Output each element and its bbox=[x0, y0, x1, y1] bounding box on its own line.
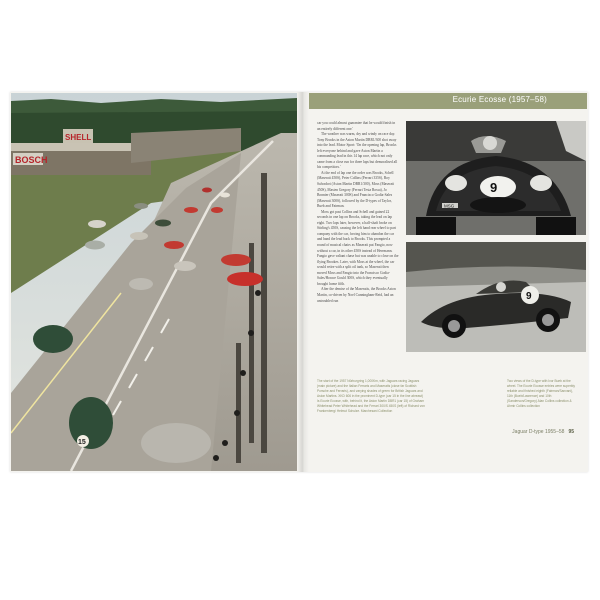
page-footer bbox=[512, 429, 574, 435]
body-paragraph: After the demise of the Maseratis, the Brooks Aston Martin, co-driven by Noel Cunningham-Reid, had an untroubled run bbox=[317, 287, 396, 303]
body-paragraph: car you could almost guarantee that he would finish in an entirely different one.' bbox=[317, 121, 396, 131]
dtype-side-photo bbox=[406, 242, 586, 352]
body-text-column bbox=[317, 121, 399, 304]
shell-sign-text: SHELL bbox=[65, 133, 92, 142]
body-paragraph: The weather was warm, dry and windy on race day. Tony Brooks in the Aston Martin DBR1/300 shot away into the lead. Motor Sport: 'On the opening lap, Brooks left everyone behind and gave Aston Martin a commanding lead in this 14 lap race, which not only came from a close run for three laps but demoralised all his competitors.' bbox=[317, 132, 398, 170]
page-number: 95 bbox=[568, 429, 574, 435]
bosch-sign-text: BOSCH bbox=[15, 155, 48, 165]
licence-plate: MSG bbox=[444, 203, 455, 209]
car-number-9: 9 bbox=[490, 180, 498, 195]
chapter-header-band bbox=[309, 93, 587, 109]
car-number-15: 15 bbox=[78, 439, 86, 446]
body-paragraph: Moss got past Collins and Schell and gained 22 seconds in one lap on Brooks, taking the lead on lap eight. Two laps later, however, a half-shaft broke on Stirling's 450S, causing the left hand rear wheel to part company with the car, forcing him to abandon the car and hand the lead back to Brooks. This prompted a round of musical chairs as Maserati put Fangio, now without a car, in its other 450S instead of Herrmann. Fangio gave valiant chase but was unable to close on the flying Brookes. Later, with Moss at the wheel, the car would retire with a split oil tank, so Maserati then moved Moss and Fangio into the Francisco Godia-Sales/Horace Gould 300S, which they eventually brought home fifth. bbox=[317, 209, 399, 286]
caption-right-photos: Two views of the D-type with Ivor Bueb at the wheel. The Ecurie Ecosse entries were superbly reliable and finished eighth (Fairman/Sanvani), 11th (Bueb/Lawrence) and 10th (Sanderson/Gregory) Alan Collins collection & Ahmir Collins collection bbox=[507, 379, 575, 408]
running-book-title: Jaguar D-type 1955–58 bbox=[512, 429, 565, 435]
dtype-front-photo bbox=[406, 121, 586, 235]
book-spread bbox=[10, 92, 588, 472]
car-number-9-side: 9 bbox=[526, 291, 532, 302]
caption-main-photo: The start of the 1957 Nürburgring 1,000Km, with Jaguars racing Jaguars (main picture) and the Italian Ferraris and Maseratis (close far Scottish Porsche and Ferraris), and varying shades of green for British Jaguars and Aston Martins. XKD 606 in the prominent D-type (car 15 in the line abreast) Is Ecurie Ecosse, with, behind it, the Aston Martin DBR1 (car 15) of Graham Whitehead Peter Whitehead and the Ferrari 300/S 450S (left) of Richard von Frankenberg/ Helmut Schulze. Marchesani Collection bbox=[317, 379, 425, 413]
body-paragraph: At the end of lap one the order was Brooks, Schell (Maserati 450S), Peter Collins (Ferrari 335S), Roy Salvadori (Aston Martin DBR1/300), Moss (Maserati 450S), Masten Gregory (Ferrari Testa Rossa), Jo Bonnier (Maserati 300S) and Francisco Godia-Sales (Maserati 300S), followed by the D-types of Taylor, Bueb and Fairman. bbox=[317, 170, 395, 209]
race-start-photo bbox=[11, 93, 297, 471]
book-gutter bbox=[297, 92, 309, 472]
chapter-title: Ecurie Ecosse (1957–58) bbox=[452, 95, 547, 104]
